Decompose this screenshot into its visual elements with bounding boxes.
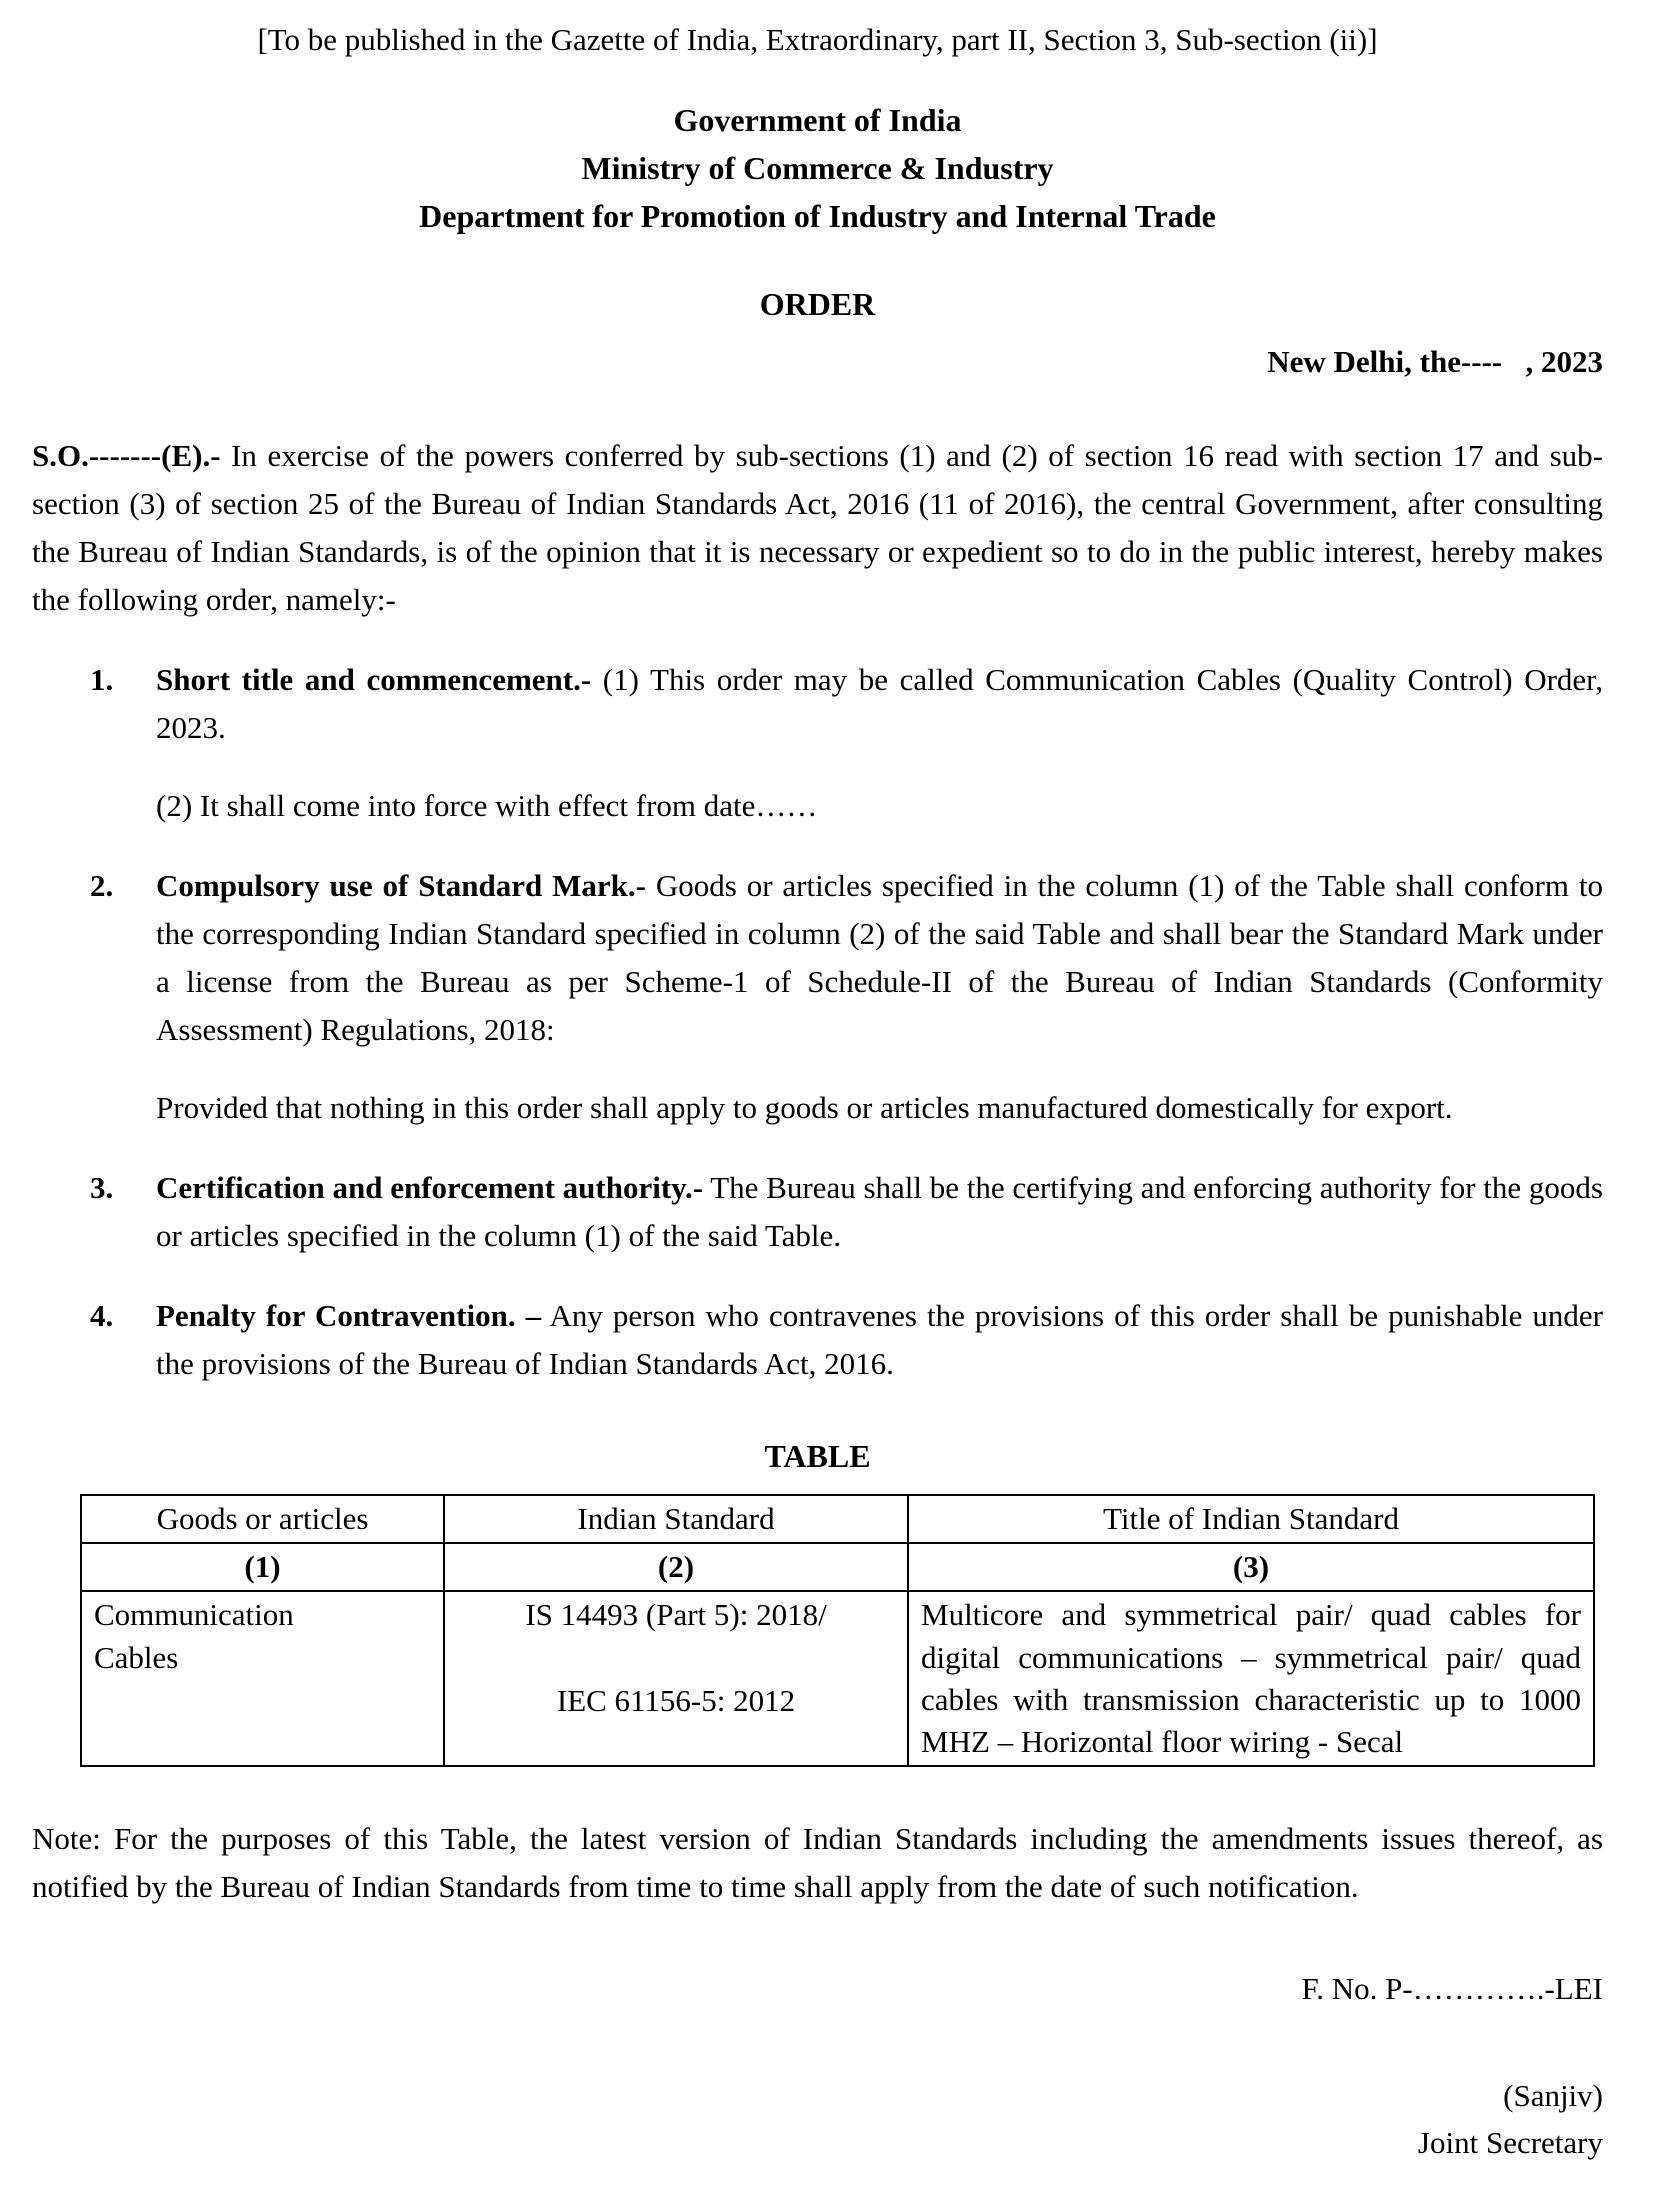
column-header-standard: Indian Standard	[444, 1495, 908, 1543]
standard-line-2: IEC 61156-5: 2012	[556, 1683, 796, 1719]
header-department: Department for Promotion of Industry and Internal Trade	[419, 198, 1216, 235]
column-header-goods: Goods or articles	[81, 1495, 444, 1543]
clause-2-subparagraph: Provided that nothing in this order shall apply to goods or articles manufactured domestically for export.	[156, 1090, 1453, 1126]
so-number-lead: S.O.-------(E).-	[32, 437, 221, 473]
clause-2-body	[156, 862, 1603, 1132]
column-number-2: (2)	[444, 1543, 908, 1591]
clause-3-body	[156, 1164, 1603, 1260]
so-opening-paragraph	[32, 432, 1603, 624]
clause-4-title: Penalty for Contravention. –	[156, 1298, 542, 1334]
header-government-of-india: Government of India	[673, 102, 962, 139]
cell-title-of-standard: Multicore and symmetrical pair/ quad cables for digital communications – symmetrical pair/ quad cables with transmission characteristic up to 1000 MHZ – Horizontal floor wiring - Secal	[908, 1591, 1594, 1766]
goods-line-2: Cables	[94, 1640, 179, 1676]
clause-4-body	[156, 1292, 1603, 1388]
table-note: Note: For the purposes of this Table, the latest version of Indian Standards including the amendments issues thereof, as notified by the Bureau of Indian Standards from time to time shall apply from the date of such notification.	[32, 1820, 1603, 1905]
signatory-designation: Joint Secretary	[1417, 2124, 1603, 2160]
table-caption: TABLE	[764, 1438, 871, 1475]
header-ministry: Ministry of Commerce & Industry	[581, 150, 1054, 187]
clause-2-title: Compulsory use of Standard Mark.-	[156, 868, 646, 904]
government-header	[32, 96, 1603, 240]
column-header-title: Title of Indian Standard	[908, 1495, 1594, 1543]
table-data-row	[81, 1591, 1594, 1766]
clause-1-continuation: (1) This order may be called Communication Cables (Quality Control) Order, 2023.	[156, 661, 1604, 745]
clause-2-continuation: Goods or articles specified in the column (1) of the Table shall conform to the corresponding Indian Standard specified in column (2) of the said Table and shall bear the Standard Mark under a license from the Bureau as per Scheme-1 of Schedule-II of the Bureau of Indian Standards (Conformity Assessment) Regulations, 2018:	[156, 868, 1603, 1048]
clause-1-title: Short title and commencement.-	[156, 661, 592, 697]
clause-3-text	[156, 1164, 1603, 1260]
cell-indian-standard	[444, 1591, 908, 1766]
clause-2-number: 2.	[90, 868, 114, 904]
clause-4	[32, 1292, 1603, 1388]
clause-1-body	[156, 656, 1603, 830]
clause-2	[32, 862, 1603, 1132]
signature-block	[32, 2073, 1603, 2166]
cell-goods-or-articles	[81, 1591, 444, 1766]
order-title: ORDER	[759, 286, 876, 323]
clause-list	[32, 656, 1603, 1389]
standard-line-1: IS 14493 (Part 5): 2018/	[525, 1597, 827, 1633]
standards-table	[80, 1494, 1595, 1767]
publication-note: [To be published in the Gazette of India, Extraordinary, part II, Section 3, Sub-section (ii)]	[257, 22, 1378, 57]
clause-1-subparagraph: (2) It shall come into force with effect from date……	[156, 787, 818, 823]
table-header-row	[81, 1495, 1594, 1543]
file-number: F. No. P-………….-LEI	[1301, 1971, 1603, 2007]
column-number-1: (1)	[81, 1543, 444, 1591]
clause-3	[32, 1164, 1603, 1260]
clause-2-text	[156, 862, 1603, 1054]
clause-3-number: 3.	[90, 1170, 114, 1206]
column-number-3: (3)	[908, 1543, 1594, 1591]
clause-3-continuation: The Bureau shall be the certifying and enforcing authority for the goods or articles specified in the column (1) of the said Table.	[156, 1170, 1603, 1254]
clause-1-number: 1.	[90, 661, 114, 697]
clause-1	[32, 656, 1603, 830]
clause-4-text	[156, 1292, 1603, 1388]
table-column-number-row	[81, 1543, 1594, 1591]
clause-4-continuation: Any person who contravenes the provisions of this order shall be punishable under the provisions of the Bureau of Indian Standards Act, 2016.	[156, 1298, 1603, 1382]
dateline: New Delhi, the---- , 2023	[1267, 343, 1603, 379]
so-paragraph-body: In exercise of the powers conferred by sub-sections (1) and (2) of section 16 read with section 17 and sub-section (3) of section 25 of the Bureau of Indian Standards Act, 2016 (11 of 2016), the central Government, after consulting the Bureau of Indian Standards, is of the opinion that it is necessary or expedient so to do in the public interest, hereby makes the following order, namely:-	[32, 437, 1603, 617]
signatory-name: (Sanjiv)	[1503, 2078, 1603, 2114]
standard-line-gap	[457, 1637, 895, 1680]
clause-3-title: Certification and enforcement authority.-	[156, 1170, 704, 1206]
clause-4-number: 4.	[90, 1298, 114, 1334]
goods-line-1: Communication	[94, 1597, 294, 1633]
clause-1-text	[156, 656, 1603, 752]
